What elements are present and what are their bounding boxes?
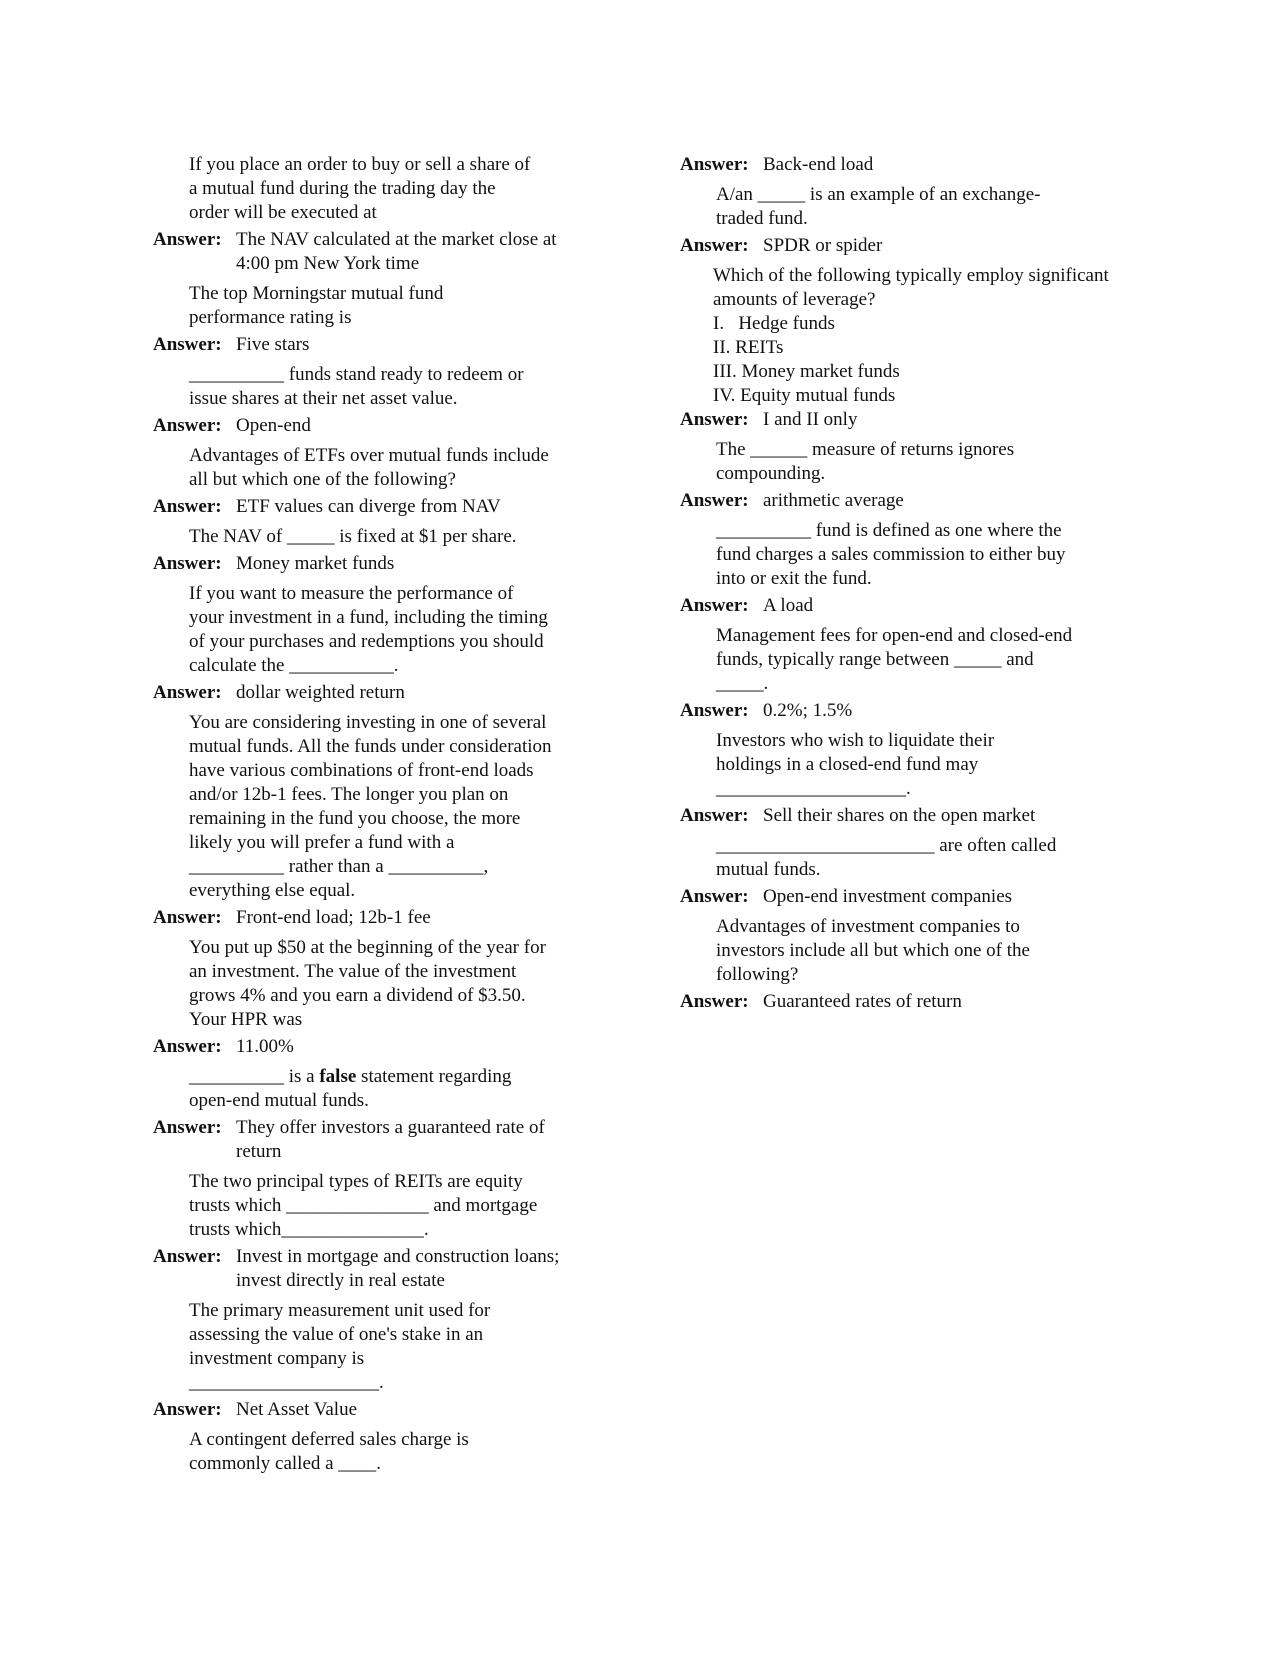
question-text: Advantages of ETFs over mutual funds include all but which one of the following?	[189, 445, 549, 490]
qa-item	[153, 936, 593, 1059]
answer-text: Open-end investment companies	[763, 886, 1013, 907]
answer-text: Guaranteed rates of return	[763, 991, 962, 1012]
answer-line	[153, 1035, 593, 1059]
question-text: _______________________ are often called mutual funds.	[716, 835, 1057, 880]
answer-label: Answer:	[153, 496, 222, 517]
answer-text: SPDR or spider	[763, 235, 883, 256]
question-text	[680, 264, 1153, 312]
question-text: You put up $50 at the beginning of the year for an investment. The value of the investment grows 4% and you earn a dividend of $3.50. Your HPR was	[189, 937, 546, 1030]
answer-text: I and II only	[763, 409, 858, 430]
answer-text: A load	[763, 595, 814, 616]
qa-item	[680, 519, 1160, 618]
qa-item	[680, 834, 1160, 909]
answer-line	[680, 594, 1160, 618]
qa-item	[153, 282, 593, 357]
answer-label: Answer:	[680, 235, 749, 256]
qa-item	[153, 1428, 593, 1476]
answer-line	[680, 489, 1160, 513]
qa-item	[153, 525, 593, 576]
answer-line	[153, 552, 593, 576]
answer-label: Answer:	[153, 1246, 222, 1267]
qa-item	[153, 1065, 593, 1164]
answer-text: Back-end load	[763, 154, 874, 175]
answer-line	[153, 1398, 593, 1422]
answer-text: arithmetic average	[763, 490, 904, 511]
list-item: I. Hedge funds	[713, 313, 835, 334]
answer-line	[680, 804, 1160, 828]
answer-text: Five stars	[236, 334, 310, 355]
answer-label: Answer:	[153, 229, 222, 250]
answer-label: Answer:	[680, 991, 749, 1012]
qa-item	[153, 153, 593, 276]
answer-label: Answer:	[153, 415, 222, 436]
answer-line	[153, 228, 593, 276]
answer-label: Answer:	[153, 907, 222, 928]
answer-label: Answer:	[680, 805, 749, 826]
answer-label: Answer:	[680, 595, 749, 616]
answer-text: Open-end	[236, 415, 311, 436]
qa-item	[153, 1170, 593, 1293]
question-text-part: Which of the following typically employ significant amounts of leverage?	[713, 265, 1109, 310]
answer-line	[153, 906, 593, 930]
roman-list	[680, 312, 1160, 408]
qa-item	[680, 915, 1160, 1014]
answer-text: 11.00%	[236, 1036, 294, 1057]
answer-label: Answer:	[153, 1036, 222, 1057]
question-text: You are considering investing in one of several mutual funds. All the funds under consideration have various combinations of front-end loads and/or 12b-1 fees. The longer you plan on remaining in the fund you choose, the more likely you will prefer a fund with a __________ rather than a __________, everything else equal.	[189, 712, 552, 901]
qa-item	[680, 438, 1160, 513]
left-column	[153, 153, 593, 1479]
answer-text: Money market funds	[236, 553, 395, 574]
qa-item	[680, 729, 1160, 828]
answer-line	[680, 699, 1160, 723]
question-text: If you place an order to buy or sell a share of a mutual fund during the trading day the order will be executed at	[189, 154, 531, 223]
answer-line	[680, 408, 1160, 432]
list-item: III. Money market funds	[713, 361, 900, 382]
question-text: The NAV of _____ is fixed at $1 per share.	[189, 526, 517, 547]
answer-text: The NAV calculated at the market close at 4:00 pm New York time	[236, 229, 557, 274]
qa-item	[153, 1299, 593, 1422]
question-text: The top Morningstar mutual fund performance rating is	[189, 283, 444, 328]
question-text: The two principal types of REITs are equity trusts which _______________ and mortgage trusts which_______________.	[189, 1171, 538, 1240]
question-text: __________ funds stand ready to redeem or issue shares at their net asset value.	[189, 364, 524, 409]
answer-label: Answer:	[680, 886, 749, 907]
question-text: A contingent deferred sales charge is commonly called a ____.	[189, 1429, 469, 1474]
list-item: II. REITs	[713, 337, 784, 358]
answer-label: Answer:	[153, 553, 222, 574]
answer-line	[153, 1245, 593, 1293]
answer-label: Answer:	[680, 700, 749, 721]
answer-text: ETF values can diverge from NAV	[236, 496, 501, 517]
qa-item	[153, 444, 593, 519]
right-column	[680, 153, 1160, 1020]
qa-item	[680, 264, 1160, 432]
qa-item	[680, 624, 1160, 723]
list-item: IV. Equity mutual funds	[713, 385, 896, 406]
answer-label: Answer:	[680, 490, 749, 511]
answer-line	[153, 1116, 593, 1164]
answer-label: Answer:	[153, 1117, 222, 1138]
answer-label: Answer:	[153, 682, 222, 703]
answer-line	[680, 990, 1160, 1014]
question-text: The primary measurement unit used for assessing the value of one's stake in an investment company is ____________________.	[189, 1300, 491, 1393]
question-text: The ______ measure of returns ignores compounding.	[716, 439, 1015, 484]
emphasis-text: false	[319, 1066, 357, 1087]
answer-line	[153, 495, 593, 519]
answer-text: Sell their shares on the open market	[763, 805, 1036, 826]
question-text: A/an _____ is an example of an exchange-traded fund.	[716, 184, 1041, 229]
answer-text: 0.2%; 1.5%	[763, 700, 853, 721]
answer-text: Front-end load; 12b-1 fee	[236, 907, 431, 928]
answer-line	[153, 333, 593, 357]
answer-text: Invest in mortgage and construction loans; invest directly in real estate	[236, 1246, 560, 1291]
qa-item	[153, 711, 593, 930]
answer-line	[153, 681, 593, 705]
answer-label: Answer:	[153, 334, 222, 355]
question-text-part: statement regarding open-end mutual funds.	[189, 1066, 512, 1111]
answer-line	[680, 153, 1160, 177]
answer-text: dollar weighted return	[236, 682, 405, 703]
qa-item	[153, 363, 593, 438]
answer-line	[680, 234, 1160, 258]
qa-item	[680, 183, 1160, 258]
answer-line	[153, 414, 593, 438]
question-text	[153, 1065, 554, 1113]
answer-label: Answer:	[153, 1399, 222, 1420]
question-text: Management fees for open-end and closed-end funds, typically range between _____ and _____.	[716, 625, 1073, 694]
answer-text: They offer investors a guaranteed rate of return	[236, 1117, 545, 1162]
qa-item	[153, 582, 593, 705]
answer-line	[680, 885, 1160, 909]
question-text: Investors who wish to liquidate their holdings in a closed-end fund may ____________________.	[716, 730, 995, 799]
question-text: If you want to measure the performance of your investment in a fund, including the timing of your purchases and redemptions you should calculate the ___________.	[189, 583, 548, 676]
answer-label: Answer:	[680, 154, 749, 175]
answer-label: Answer:	[680, 409, 749, 430]
question-text: Advantages of investment companies to investors include all but which one of the following?	[716, 916, 1030, 985]
question-text-part: __________ is a	[189, 1066, 320, 1087]
answer-text: Net Asset Value	[236, 1399, 358, 1420]
question-text: __________ fund is defined as one where the fund charges a sales commission to either buy into or exit the fund.	[716, 520, 1066, 589]
